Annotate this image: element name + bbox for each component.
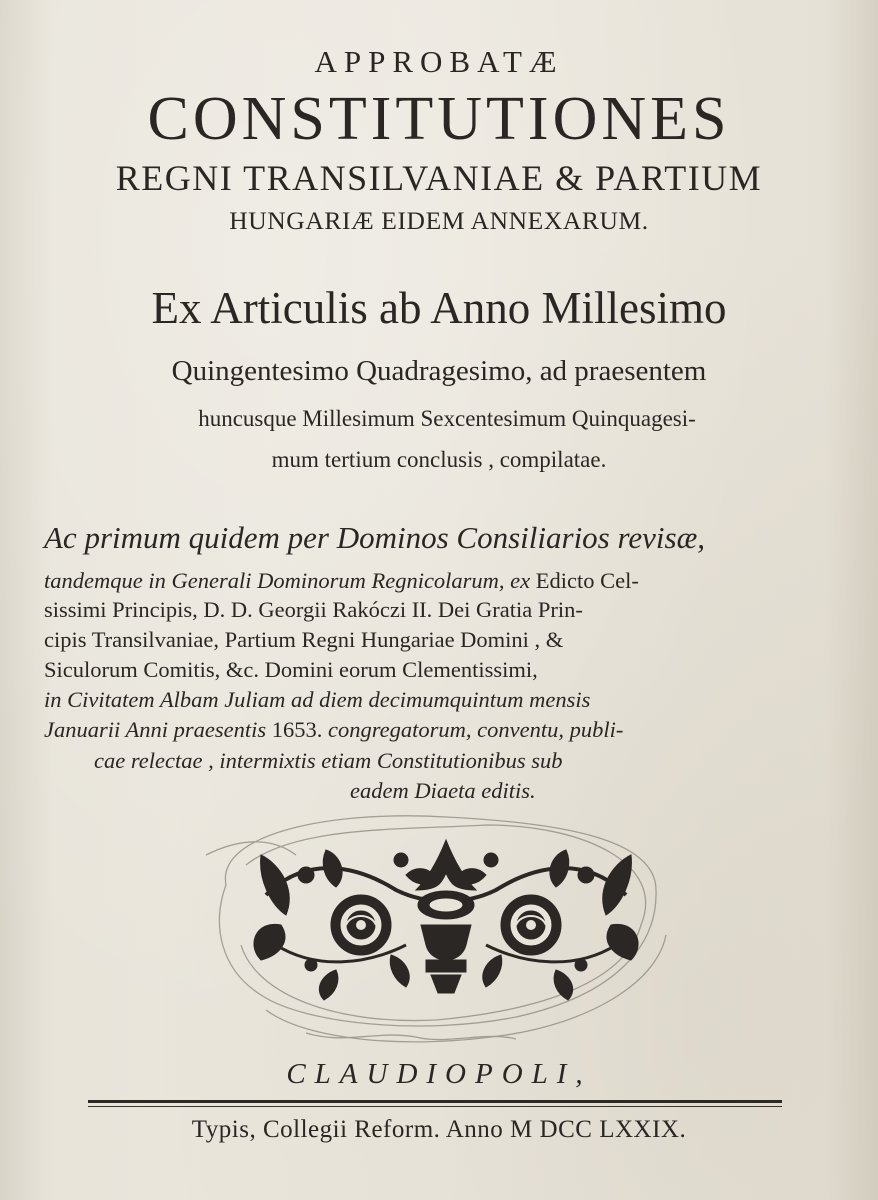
title-constitutiones: CONSTITUTIONES: [147, 85, 731, 153]
body-line-3: sissimi Principis, D. D. Georgii Rakóczi II. Dei Gratia Prin-: [44, 597, 583, 622]
body-line-2-italic: tandemque in Generali Dominorum Regnicolarum, ex: [44, 568, 531, 593]
imprint-rule-thin: [88, 1106, 782, 1107]
body-line-7-year: 1653.: [271, 717, 323, 742]
body-line-2: [44, 568, 639, 594]
imprint-line: Typis, Collegii Reform. Anno M DCC LXXIX.: [191, 1116, 687, 1143]
body-line-1: Ac primum quidem per Dominos Consiliarios revisæ,: [44, 520, 706, 555]
subtitle-quingentesimo: Quingentesimo Quadragesimo, ad praesentem: [171, 355, 707, 387]
floral-woodcut-icon: [186, 795, 706, 1055]
body-line-5: Siculorum Comitis, &c. Domini eorum Clementissimi,: [44, 657, 538, 682]
title-approbatae: APPROBATÆ: [314, 44, 564, 79]
title-regni-transilvaniae: REGNI TRANSILVANIAE & PARTIUM: [115, 158, 763, 198]
subtitle-mum-tertium: mum tertium conclusis , compilatae.: [271, 447, 607, 472]
imprint-rule-thick: [88, 1100, 782, 1103]
body-line-8: cae relectae , intermixtis etiam Constitutionibus sub: [94, 748, 563, 773]
body-line-2-roman: Edicto Cel-: [530, 568, 639, 593]
body-line-9: eadem Diaeta editis.: [350, 778, 536, 803]
subtitle-ex-articulis: Ex Articulis ab Anno Millesimo: [151, 283, 727, 333]
body-line-4: cipis Transilvaniae, Partium Regni Hungariae Domini , &: [44, 627, 564, 652]
subtitle-huncusque: huncusque Millesimum Sexcentesimum Quinquagesi-: [198, 406, 696, 431]
title-hungariae: HUNGARIÆ EIDEM ANNEXARUM.: [229, 206, 649, 235]
body-line-7: [44, 717, 623, 743]
body-line-7-c: congregatorum, conventu, publi-: [322, 717, 624, 742]
body-line-6: in Civitatem Albam Juliam ad diem decimumquintum mensis: [44, 687, 591, 712]
body-line-7-a: Januarii Anni praesentis: [44, 717, 272, 742]
publisher-city: CLAUDIOPOLI,: [286, 1058, 592, 1090]
